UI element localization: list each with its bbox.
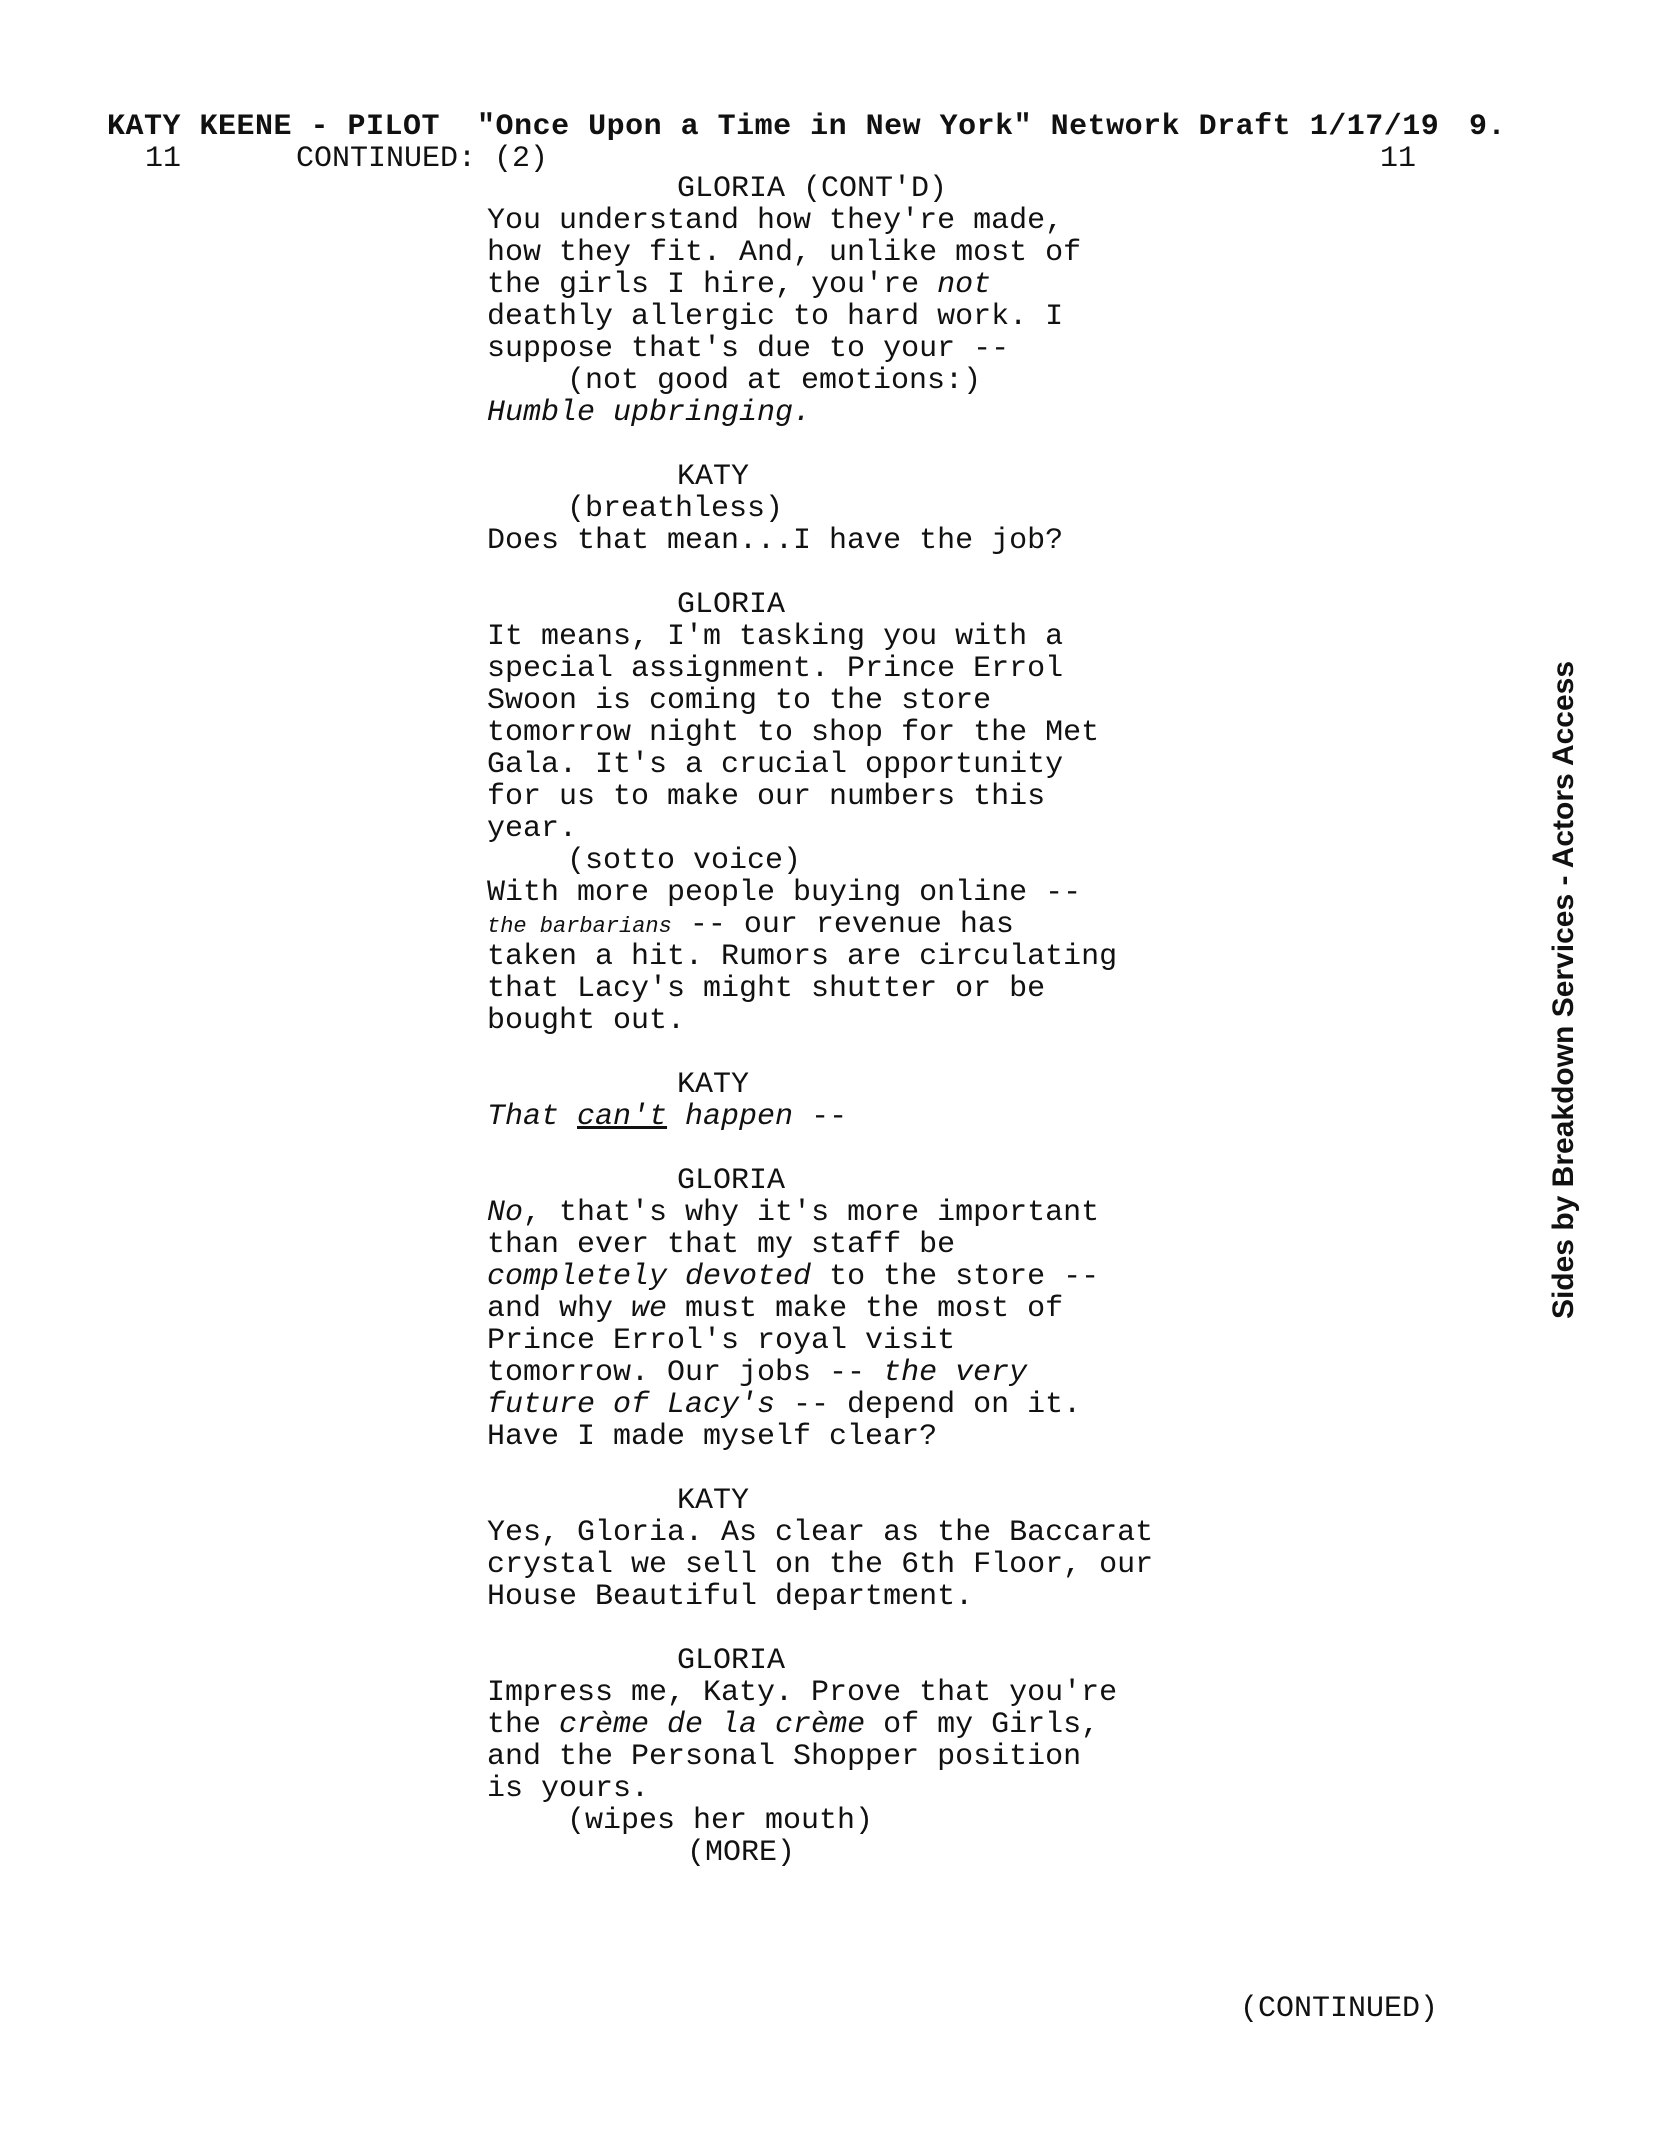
dialogue-emphasis: the barbarians	[487, 914, 672, 939]
spacer	[487, 1453, 1247, 1485]
dialogue-text: -- depend on it.	[775, 1388, 1082, 1422]
character-cue: KATY	[677, 460, 750, 494]
page-number: 9.	[1469, 110, 1507, 144]
dialogue-line	[487, 909, 1247, 941]
character-cue: GLORIA (CONT'D)	[677, 172, 948, 206]
character-cue: GLORIA	[677, 588, 786, 622]
dialogue-text: of my Girls,	[865, 1708, 1100, 1742]
dialogue-line: Yes, Gloria. As clear as the Baccarat	[487, 1516, 1154, 1550]
dialogue-emphasis: future of Lacy's	[487, 1388, 776, 1422]
dialogue-line: and the Personal Shopper position	[487, 1740, 1082, 1774]
scene-number-right: 11	[1380, 142, 1417, 176]
dialogue-emphasis: crème de la crème	[559, 1708, 866, 1742]
dialogue-line: bought out.	[487, 1004, 686, 1038]
dialogue-text: the	[487, 1708, 560, 1742]
dialogue-line: taken a hit. Rumors are circulating	[487, 940, 1118, 974]
dialogue-emphasis: not	[937, 268, 992, 302]
header-title: KATY KEENE - PILOT "Once Upon a Time in New York" Network Draft 1/17/19	[107, 110, 1440, 144]
dialogue-line: It means, I'm tasking you with a	[487, 620, 1064, 654]
dialogue-line: Impress me, Katy. Prove that you're	[487, 1676, 1118, 1710]
parenthetical: (wipes her mouth)	[567, 1804, 874, 1838]
spacer	[487, 1613, 1247, 1645]
spacer	[487, 557, 1247, 589]
dialogue-line: special assignment. Prince Errol	[487, 652, 1064, 686]
dialogue-emphasis: That	[487, 1100, 578, 1134]
dialogue-emphasis: we	[631, 1292, 668, 1326]
page-header	[107, 110, 1507, 144]
scene-number-left: 11	[145, 142, 182, 176]
spacer	[487, 1133, 1247, 1165]
dialogue-line	[487, 1709, 1247, 1741]
dialogue-line	[487, 1389, 1247, 1421]
dialogue-text: -- our revenue has	[671, 908, 1014, 942]
dialogue-text: , that's why it's more important	[523, 1196, 1100, 1230]
dialogue-underline: can't	[577, 1100, 668, 1134]
dialogue-line	[487, 1261, 1247, 1293]
more-marker: (MORE)	[687, 1836, 796, 1870]
dialogue-line	[487, 1357, 1247, 1389]
watermark-text: Sides by Breakdown Services - Actors Access	[1547, 660, 1580, 1320]
dialogue-emphasis: No	[487, 1196, 524, 1230]
dialogue-underline-wrap	[577, 1100, 667, 1134]
dialogue-line	[487, 397, 1247, 429]
dialogue-line	[487, 269, 1247, 301]
character-cue: KATY	[677, 1068, 750, 1102]
parenthetical: (sotto voice)	[567, 844, 802, 878]
dialogue-text: the girls I hire, you're	[487, 268, 938, 302]
dialogue-line: that Lacy's might shutter or be	[487, 972, 1046, 1006]
dialogue-emphasis: happen	[667, 1100, 794, 1134]
parenthetical: (breathless)	[567, 492, 784, 526]
dialogue-line: Have I made myself clear?	[487, 1420, 938, 1454]
dialogue-line	[487, 1197, 1247, 1229]
dialogue-line: deathly allergic to hard work. I	[487, 300, 1064, 334]
dialogue-text: to the store --	[811, 1260, 1100, 1294]
character-cue: GLORIA	[677, 1164, 786, 1198]
continued-footer: (CONTINUED)	[1240, 1992, 1439, 2026]
dialogue-line: is yours.	[487, 1772, 650, 1806]
dialogue-line: suppose that's due to your --	[487, 332, 1010, 366]
dialogue-line	[487, 1101, 1247, 1133]
dialogue-emphasis: Humble upbringing.	[487, 396, 812, 430]
dialogue-line: tomorrow night to shop for the Met	[487, 716, 1100, 750]
dialogue-emphasis: the very	[883, 1356, 1028, 1390]
dialogue-line: With more people buying online --	[487, 876, 1082, 910]
dialogue-line: Does that mean...I have the job?	[487, 524, 1064, 558]
script-body	[487, 173, 1247, 1869]
character-cue: GLORIA	[677, 1644, 786, 1678]
scene-continued-label: CONTINUED: (2)	[296, 142, 549, 176]
dialogue-line: than ever that my staff be	[487, 1228, 956, 1262]
dialogue-line: Swoon is coming to the store	[487, 684, 992, 718]
dialogue-line: House Beautiful department.	[487, 1580, 974, 1614]
dialogue-line: Prince Errol's royal visit	[487, 1324, 956, 1358]
dialogue-text: --	[793, 1100, 848, 1134]
spacer	[487, 429, 1247, 461]
dialogue-text: tomorrow. Our jobs --	[487, 1356, 884, 1390]
dialogue-emphasis: completely devoted	[487, 1260, 812, 1294]
dialogue-text: must make the most of	[667, 1292, 1064, 1326]
dialogue-text: and why	[487, 1292, 632, 1326]
dialogue-line: crystal we sell on the 6th Floor, our	[487, 1548, 1154, 1582]
dialogue-line: how they fit. And, unlike most of	[487, 236, 1082, 270]
character-cue: KATY	[677, 1484, 750, 1518]
dialogue-line: year.	[487, 812, 578, 846]
dialogue-line	[487, 1293, 1247, 1325]
dialogue-line: You understand how they're made,	[487, 204, 1064, 238]
dialogue-line: for us to make our numbers this	[487, 780, 1046, 814]
dialogue-line: Gala. It's a crucial opportunity	[487, 748, 1064, 782]
spacer	[487, 1037, 1247, 1069]
parenthetical: (not good at emotions:)	[567, 364, 982, 398]
